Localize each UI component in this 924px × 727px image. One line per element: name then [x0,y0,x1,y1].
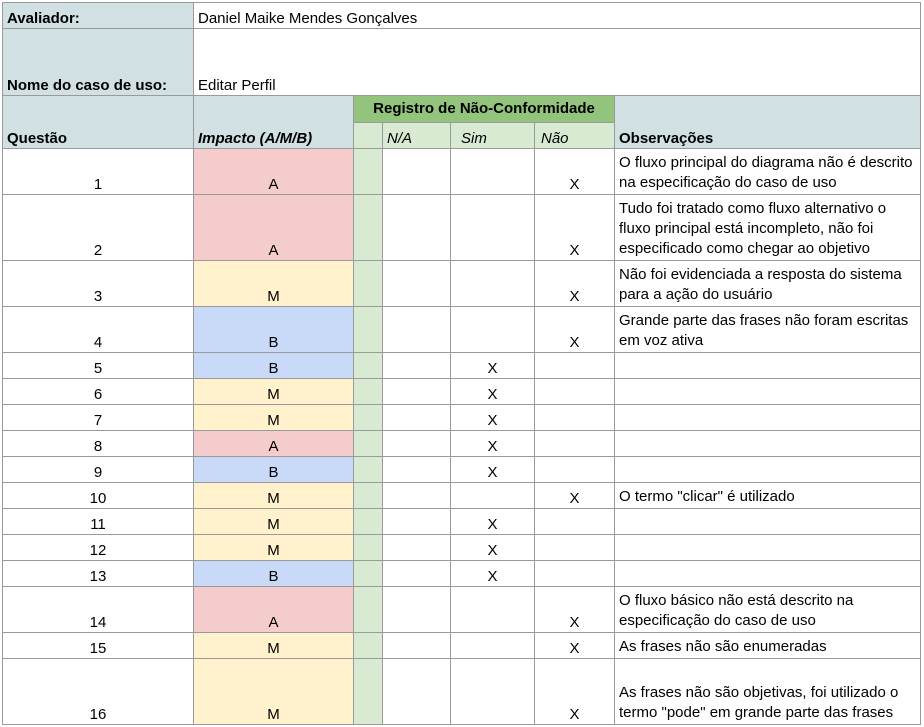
table-row [3,195,921,261]
register-spacer [354,405,383,431]
nao-cell[interactable]: X [535,587,615,633]
header-row-1 [3,96,921,123]
observation-cell[interactable] [615,457,921,483]
register-spacer [354,587,383,633]
impact-cell[interactable]: M [194,405,354,431]
observation-cell[interactable]: As frases não são objetivas, foi utilizado o termo "pode" em grande parte das frases [615,659,921,725]
nao-cell[interactable] [535,509,615,535]
impact-cell[interactable]: M [194,379,354,405]
nao-cell[interactable] [535,457,615,483]
question-number: 12 [3,535,194,561]
sim-cell[interactable]: X [451,457,535,483]
sim-cell[interactable]: X [451,405,535,431]
observation-cell[interactable] [615,561,921,587]
question-number: 6 [3,379,194,405]
sim-header: Sim [451,123,535,149]
observation-cell[interactable]: Não foi evidenciada a resposta do sistema para a ação do usuário [615,261,921,307]
na-cell[interactable] [383,659,451,725]
sim-cell[interactable] [451,195,535,261]
evaluator-value[interactable]: Daniel Maike Mendes Gonçalves [194,3,921,29]
table-row [3,431,921,457]
question-number: 1 [3,149,194,195]
register-spacer [354,535,383,561]
nao-cell[interactable]: X [535,261,615,307]
na-cell[interactable] [383,633,451,659]
na-cell[interactable] [383,195,451,261]
usecase-value[interactable]: Editar Perfil [194,29,921,96]
question-number: 14 [3,587,194,633]
nao-cell[interactable] [535,535,615,561]
sim-cell[interactable]: X [451,379,535,405]
nao-cell[interactable]: X [535,195,615,261]
register-spacer [354,379,383,405]
na-cell[interactable] [383,561,451,587]
evaluator-label: Avaliador: [3,3,194,29]
nao-cell[interactable] [535,561,615,587]
impact-cell[interactable]: A [194,587,354,633]
nao-cell[interactable]: X [535,633,615,659]
register-spacer [354,261,383,307]
question-number: 2 [3,195,194,261]
impact-cell[interactable]: M [194,535,354,561]
impact-cell[interactable]: B [194,457,354,483]
table-row [3,561,921,587]
observation-cell[interactable] [615,353,921,379]
observation-cell[interactable]: Tudo foi tratado como fluxo alternativo o fluxo principal está incompleto, não foi especificado como chegar ao objetivo [615,195,921,261]
observation-cell[interactable] [615,405,921,431]
register-spacer-header [354,123,383,149]
na-cell[interactable] [383,353,451,379]
sim-cell[interactable] [451,307,535,353]
nao-header: Não [535,123,615,149]
evaluator-row [3,3,921,29]
observation-cell[interactable]: O fluxo básico não está descrito na especificação do caso de uso [615,587,921,633]
sim-cell[interactable]: X [451,535,535,561]
na-cell[interactable] [383,261,451,307]
register-spacer [354,353,383,379]
nao-cell[interactable] [535,431,615,457]
nao-cell[interactable]: X [535,659,615,725]
impact-cell[interactable]: A [194,431,354,457]
usecase-row [3,29,921,96]
register-spacer [354,659,383,725]
table-row [3,457,921,483]
observation-cell[interactable] [615,535,921,561]
na-cell[interactable] [383,431,451,457]
table-row [3,659,921,725]
question-number: 4 [3,307,194,353]
nao-cell[interactable]: X [535,307,615,353]
question-header: Questão [3,96,194,149]
na-header: N/A [383,123,451,149]
table-row [3,149,921,195]
impact-cell[interactable]: M [194,261,354,307]
impact-header: Impacto (A/M/B) [194,96,354,149]
sim-cell[interactable] [451,149,535,195]
table-row [3,633,921,659]
evaluation-sheet [2,2,921,725]
observation-cell[interactable]: O fluxo principal do diagrama não é descrito na especificação do caso de uso [615,149,921,195]
table-row [3,483,921,509]
register-spacer [354,149,383,195]
na-cell[interactable] [383,535,451,561]
na-cell[interactable] [383,149,451,195]
impact-cell[interactable]: M [194,633,354,659]
impact-cell[interactable]: M [194,483,354,509]
question-number: 11 [3,509,194,535]
register-spacer [354,195,383,261]
question-number: 9 [3,457,194,483]
impact-cell[interactable]: M [194,509,354,535]
question-number: 3 [3,261,194,307]
table-row [3,509,921,535]
na-cell[interactable] [383,405,451,431]
na-cell[interactable] [383,509,451,535]
nao-cell[interactable] [535,379,615,405]
register-spacer [354,561,383,587]
table-row [3,379,921,405]
usecase-label: Nome do caso de uso: [3,29,194,96]
table-row [3,587,921,633]
nao-cell[interactable] [535,405,615,431]
impact-cell[interactable]: B [194,353,354,379]
sim-cell[interactable] [451,587,535,633]
register-spacer [354,457,383,483]
impact-cell[interactable]: M [194,659,354,725]
sim-cell[interactable] [451,483,535,509]
register-header: Registro de Não-Conformidade [354,96,615,123]
impact-cell[interactable]: B [194,561,354,587]
question-number: 7 [3,405,194,431]
observation-cell[interactable]: Grande parte das frases não foram escritas em voz ativa [615,307,921,353]
observation-cell[interactable] [615,379,921,405]
table-row [3,353,921,379]
sim-cell[interactable]: X [451,353,535,379]
question-number: 8 [3,431,194,457]
sim-cell[interactable]: X [451,431,535,457]
impact-cell[interactable]: A [194,149,354,195]
nao-cell[interactable]: X [535,149,615,195]
question-number: 13 [3,561,194,587]
sim-cell[interactable] [451,633,535,659]
observations-header: Observações [615,96,921,149]
register-spacer [354,509,383,535]
na-cell[interactable] [383,457,451,483]
question-number: 15 [3,633,194,659]
nao-cell[interactable] [535,353,615,379]
na-cell[interactable] [383,307,451,353]
register-spacer [354,307,383,353]
na-cell[interactable] [383,483,451,509]
table-row [3,261,921,307]
question-number: 5 [3,353,194,379]
observation-cell[interactable] [615,509,921,535]
nao-cell[interactable]: X [535,483,615,509]
observation-cell[interactable] [615,431,921,457]
observation-cell[interactable]: As frases não são enumeradas [615,633,921,659]
table-row [3,307,921,353]
sim-cell[interactable]: X [451,561,535,587]
register-spacer [354,431,383,457]
na-cell[interactable] [383,587,451,633]
impact-cell[interactable]: A [194,195,354,261]
sim-cell[interactable] [451,659,535,725]
question-number: 16 [3,659,194,725]
register-spacer [354,483,383,509]
sim-cell[interactable]: X [451,509,535,535]
table-row [3,405,921,431]
question-number: 10 [3,483,194,509]
sim-cell[interactable] [451,261,535,307]
register-spacer [354,633,383,659]
observation-cell[interactable]: O termo "clicar" é utilizado [615,483,921,509]
table-row [3,535,921,561]
impact-cell[interactable]: B [194,307,354,353]
na-cell[interactable] [383,379,451,405]
